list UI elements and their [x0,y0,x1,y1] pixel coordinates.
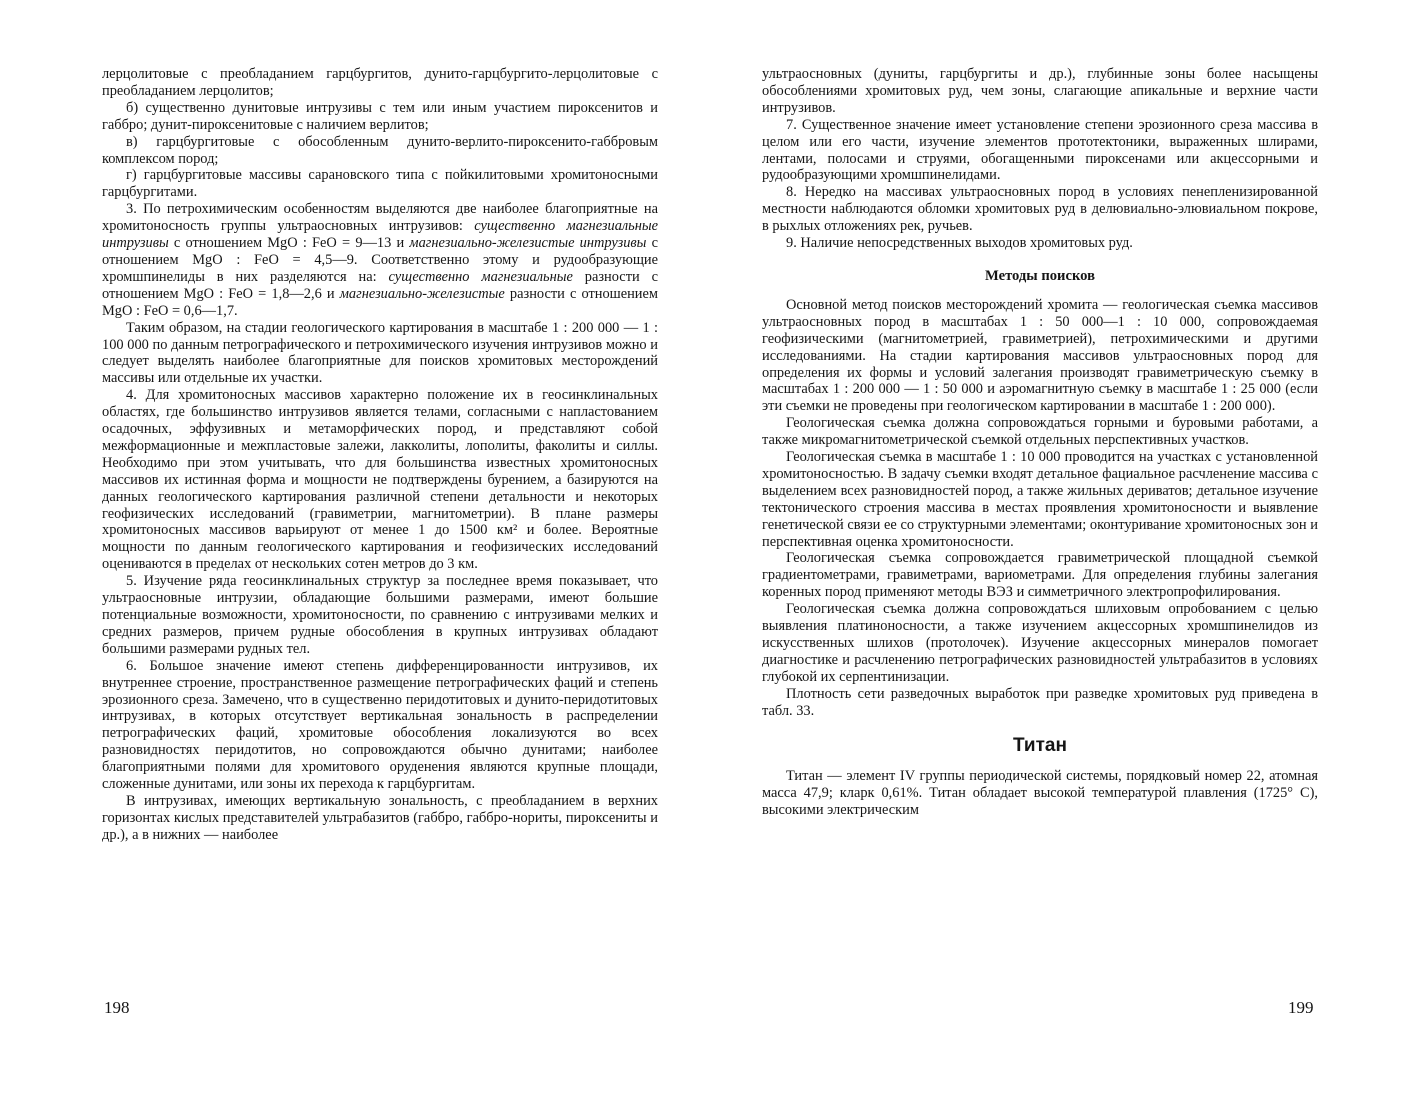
paragraph: Геологическая съемка в масштабе 1 : 10 000 проводится на участках с установленной хромитоносностью. В задачу съемки входят детальное фациальное расчленение массива с выделением всех разновидностей пород, а также жильных дериватов; детальное изучение тектонического строения массива в местах проявления хромитоносности и выявление генетической связи ее со структурными элементами; оконтуривание хромитоносных зон и перспективная оценка хромитоносности. [762,449,1318,550]
paragraph: Геологическая съемка должна сопровождаться горными и буровыми работами, а также микромагнитометрической съемкой отдельных перспективных участков. [762,415,1318,449]
paragraph: 9. Наличие непосредственных выходов хромитовых руд. [786,235,1133,252]
paragraph: Геологическая съемка должна сопровождаться шлиховым опробованием с целью выявления платиноносности, а также изучением акцессорных хромшпинелидов из искусственных шлихов (протолочек). Изучение акцессорных минералов помогает диагностике и расчленению петрографических разновидностей ультрабазитов в условиях глубокой их серпентинизации. [762,601,1318,685]
paragraph: лерцолитовые с преобладанием гарцбургитов, дунито-гарцбургито-лерцолитовые с преобладанием лерцолитов; [102,66,658,99]
titan-body [762,768,1318,819]
left-page-body [102,66,658,844]
paragraph: г) гарцбургитовые массивы сарановского типа с пойкилитовыми хромитоносными гарцбургитами. [102,167,658,201]
right-page-body-top [762,66,1318,252]
page-number-left: 198 [104,998,130,1017]
right-page [762,66,1318,819]
paragraph: 3. По петрохимическим особенностям выделяются две наиболее благоприятные на хромитоносность группы ультраосновных интрузивов: существенно магнезиальные интрузивы с отношением MgO : FeO = 9—13 и магнезиально-железистые интрузивы с отношением MgO : FeO = 4,5—9. Соответственно этому и рудообразующие хромшпинелиды в них разделяются на: существенно магнезиальные разности с отношением MgO : FeO = 1,8—2,6 и магнезиально-железистые разности с отношением MgO : FeO = 0,6—1,7. [102,201,659,319]
paragraph: б) существенно дунитовые интрузивы с тем или иным участием пироксенитов и габбро; дунит-пироксенитовые с наличием верлитов; [102,99,658,133]
paragraph: В интрузивах, имеющих вертикальную зональность, с преобладанием в верхних горизонтах кислых представителей ультрабазитов (габбро, габбро-нориты, пироксениты и др.), а в нижних — наиболее [102,792,658,843]
paragraph: ультраосновных (дуниты, гарцбургиты и др.), глубинные зоны более насыщены обособлениями хромитовых руд, чем зоны, слагающие апикальные и верхние части интрузивов. [762,66,1318,116]
paragraph: Основной метод поисков месторождений хромита — геологическая съемка массивов ультраосновных пород в масштабах 1 : 50 000—1 : 10 000, сопровождаемая геофизическими (магнитометрией, гравиметрией), петрохимическими и другими исследованиями. На стадии картирования массивов ультраосновных пород для определения их формы и условий залегания производят гравиметрическую съемку в масштабах 1 : 200 000 — 1 : 50 000 и аэромагнитную съемку в масштабе 1 : 25 000 (если эти съемки не проведены при геологическом картировании в масштабе 1 : 200 000). [762,296,1318,415]
paragraph: 4. Для хромитоносных массивов характерно положение их в геосинклинальных областях, где большинство интрузивов является телами, согласными с напластованием осадочных, эффузивных и метаморфических пород, и представляют собой межформационные и межпластовые залежи, лакколиты, лополиты, факолиты и силлы. Необходимо при этом учитывать, что для большинства известных хромитоносных массивов их истинная форма и мощности не подтверждены бурением, а базируются на данных геологического картирования различной степени детальности и некоторых геофизических исследований (гравиметрии, магнитометрии). В плане размеры хромитоносных массивов варьируют от менее 1 до 1500 км² и более. Вероятные мощности по данным геологического картирования и геофизических исследований оцениваются в пределах от нескольких сотен метров до 3 км. [102,387,658,573]
page-number-right: 199 [1288,998,1314,1017]
paragraph: Геологическая съемка сопровождается гравиметрической площадной съемкой градиентометрами, гравиметрами, вариометрами. Для определения глубины залегания коренных пород применяют методы ВЭЗ и симметричного электропрофилирования. [762,550,1318,601]
paragraph: Таким образом, на стадии геологического картирования в масштабе 1 : 200 000 — 1 : 100 000 по данным петрографического и петрохимического изучения интрузивов можно и следует выделять наиболее благоприятные для поисков хромитовых месторождений массивы или отдельные их участки. [102,319,658,387]
section-heading-methods: Методы поисков [985,267,1095,284]
left-page [102,66,658,844]
paragraph: 5. Изучение ряда геосинклинальных структур за последнее время показывает, что ультраосновные интрузии, обладающие большими размерами, имеют большие потенциальные возможности, хромитоносности, по сравнению с интрузивами мелких и средних размеров, причем рудные обособления в крупных интрузивах обладают большими размерами рудных тел. [102,573,658,657]
paragraph: в) гарцбургитовые с обособленным дунито-верлито-пироксенито-габбровым комплексом пород; [102,133,658,167]
paragraph: Плотность сети разведочных выработок при разведке хромитовых руд приведена в табл. 33. [762,685,1318,719]
paragraph: 6. Большое значение имеют степень дифференцированности интрузивов, их внутреннее строение, пространственное размещение петрографических фаций и степень эрозионного среза. Замечено, что в существенно перидотитовых и дунито-перидотитовых интрузивах, в которых отсутствует вертикальная зональность в распределении петрографических фаций, хромитовые обособления локализуются во всех разновидностях перидотитов, но сопровождаются обычно дунитами; наиболее благоприятными полями для хромитового оруденения являются крупные площади, сложенные дунитами, или зоны их перехода к гарцбургитам. [102,657,658,793]
section-heading-titan: Титан [1013,734,1067,756]
paragraph: Титан — элемент IV группы периодической системы, порядковый номер 22, атомная масса 47,9; кларк 0,61%. Титан обладает высокой температурой плавления (1725° С), высокими электрическим [762,768,1318,819]
methods-body [762,297,1318,720]
paragraph: 7. Существенное значение имеет установление степени эрозионного среза массива в целом или его части, изучение элементов прототектоники, выраженных шлирами, лентами, полосами и струями, обогащенными пироксенами или акцессорными и рудообразующими хромшпинелидами. [762,116,1318,184]
paragraph: 8. Нередко на массивах ультраосновных пород в условиях пенепленизированной местности наблюдаются обломки хромитовых руд в делювиально-элювиальном покрове, в рыхлых отложениях рек, ручьев. [762,184,1318,235]
